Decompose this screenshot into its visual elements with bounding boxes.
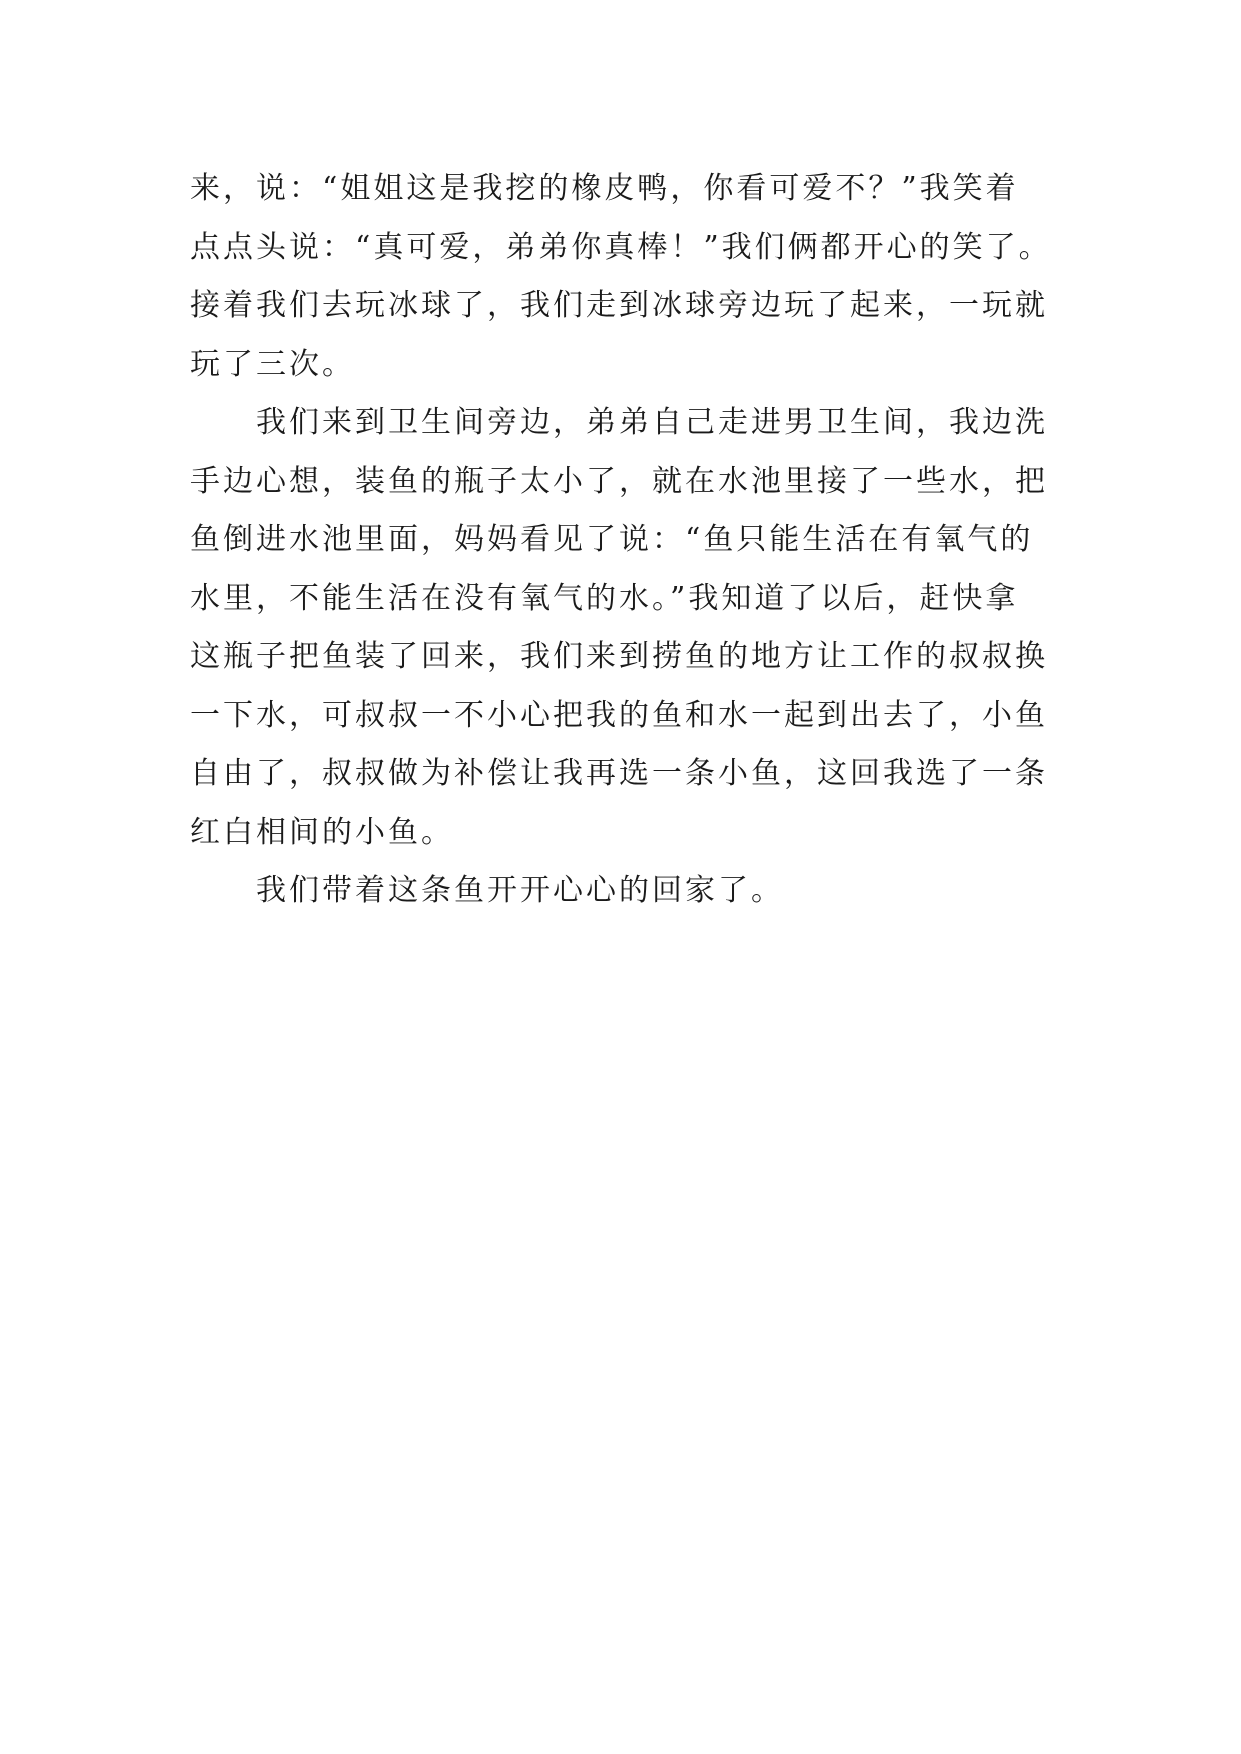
paragraph [190, 862, 1050, 921]
text-line: 接着我们去玩冰球了，我们走到冰球旁边玩了起来，一玩就 [190, 288, 1048, 323]
text-line-indented: 我们带着这条鱼开开心心的回家了。 [256, 873, 784, 908]
paragraph [190, 394, 1050, 862]
text-line: 自由了，叔叔做为补偿让我再选一条小鱼，这回我选了一条 [190, 756, 1048, 791]
text-line: 水里，不能生活在没有氧气的水。”我知道了以后，赶快拿 [190, 580, 1019, 616]
text-line: 来，说：“姐姐这是我挖的橡皮鸭，你看可爱不？”我笑着 [190, 171, 1019, 206]
text-line: 鱼倒进水池里面，妈妈看见了说：“鱼只能生活在有氧气的 [190, 522, 1034, 557]
text-line: 一下水，可叔叔一不小心把我的鱼和水一起到出去了，小鱼 [190, 697, 1048, 733]
paragraph [190, 160, 1050, 394]
text-line: 玩了三次。 [190, 346, 355, 382]
text-line: 红白相间的小鱼。 [190, 814, 454, 850]
text-line: 点点头说：“真可爱，弟弟你真棒！”我们俩都开心的笑了。 [190, 229, 1052, 265]
document-body [190, 160, 1050, 921]
text-line: 手边心想，装鱼的瓶子太小了，就在水池里接了一些水，把 [190, 463, 1048, 499]
text-line: 这瓶子把鱼装了回来，我们来到捞鱼的地方让工作的叔叔换 [190, 639, 1048, 674]
text-line-indented: 我们来到卫生间旁边，弟弟自己走进男卫生间，我边洗 [256, 405, 1048, 440]
